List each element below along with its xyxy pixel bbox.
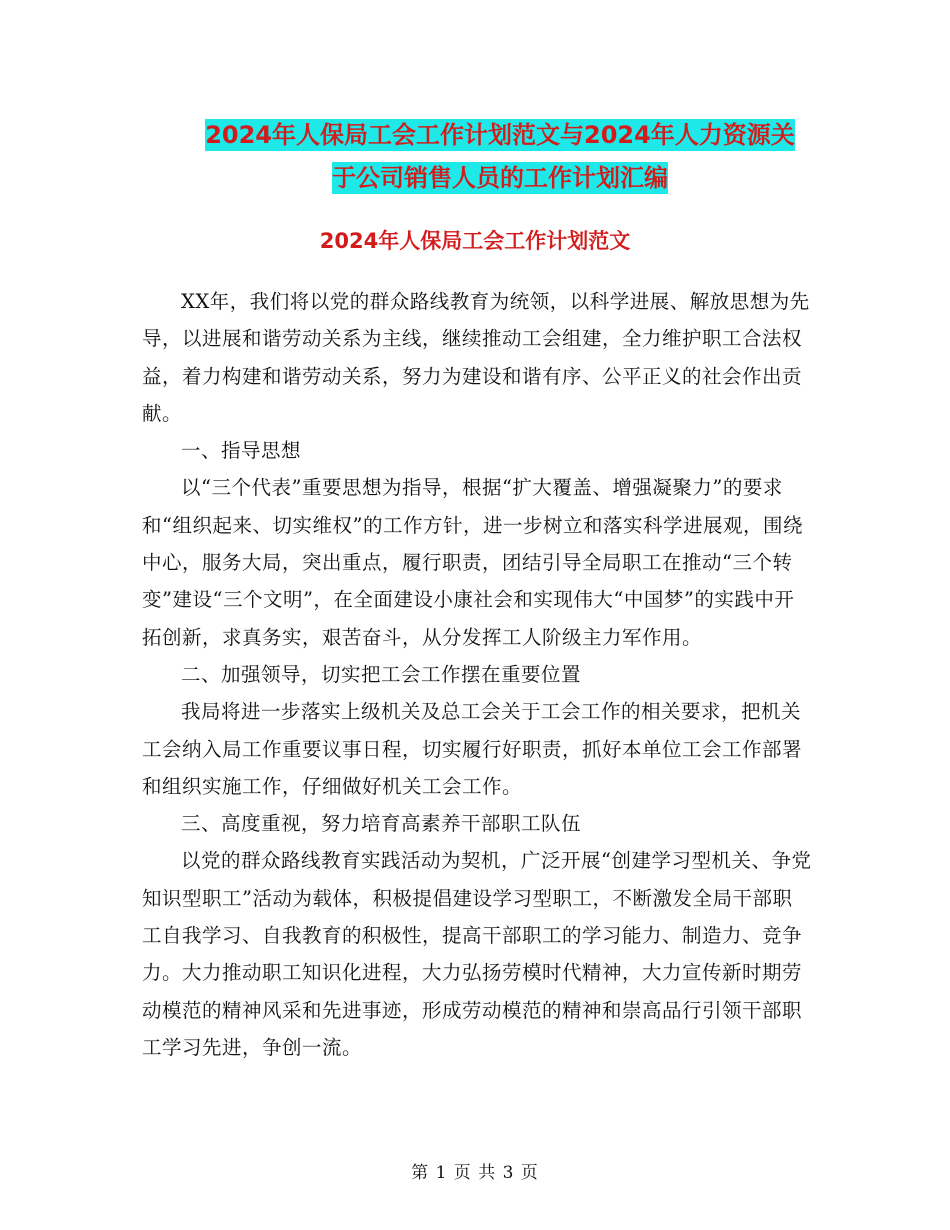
heading-strengthen-leadership: 二、加强领导，切实把工会工作摆在重要位置	[181, 662, 582, 686]
heading-guiding-ideology: 一、指导思想	[181, 439, 302, 463]
title-highlight: 于公司销售人员的工作计划汇编	[332, 164, 668, 192]
section-title: 2024年人保局工会工作计划范文	[319, 229, 631, 253]
title-highlight: 2024年人保局工会工作计划范文与2024年人力资源关	[205, 121, 795, 149]
page-number-footer: 第 1 页 共 3 页	[411, 1163, 539, 1183]
paragraph-guiding-ideology: 以“三个代表”重要思想为指导，根据“扩大覆盖、增强凝聚力”的要求和“组织起来、切实维权”的工作方针，进一步树立和落实科学进展观，围绕中心，服务大局，突出重点，履行职责，团结引导全局职工在推动“三个转变”建设“三个文明”，在全面建设小康社会和实现伟大“中国梦”的实践中开拓创新，求真务实，艰苦奋斗，从分发挥工人阶级主力军作用。	[142, 476, 803, 649]
document-title-line-2	[140, 158, 860, 193]
paragraph-intro: XX年，我们将以党的群众路线教育为统领，以科学进展、解放思想为先导，以进展和谐劳动关系为主线，继续推动工会组建，全力维护职工合法权益，着力构建和谐劳动关系，努力为建设和谐有序、公平正义的社会作出贡献。	[142, 290, 810, 425]
paragraph-cultivate-staff: 以党的群众路线教育实践活动为契机，广泛开展“创建学习型机关、争党知识型职工”活动为载体，积极提倡建设学习型职工，不断激发全局干部职工自我学习、自我教育的积极性，提高干部职工的学习能力、制造力、竞争力。大力推动职工知识化进程，大力弘扬劳模时代精神，大力宣传新时期劳动模范的精神风采和先进事迹，形成劳动模范的精神和崇高品行引领干部职工学习先进，争创一流。	[142, 849, 812, 1059]
document-body	[142, 283, 812, 1066]
heading-cultivate-staff: 三、高度重视，努力培育高素养干部职工队伍	[181, 812, 582, 836]
paragraph-strengthen-leadership: 我局将进一步落实上级机关及总工会关于工会工作的相关要求，把机关工会纳入局工作重要议事日程，切实履行好职责，抓好本单位工会工作部署和组织实施工作，仔细做好机关工会工作。	[142, 700, 803, 798]
document-title-line-1	[140, 115, 860, 150]
